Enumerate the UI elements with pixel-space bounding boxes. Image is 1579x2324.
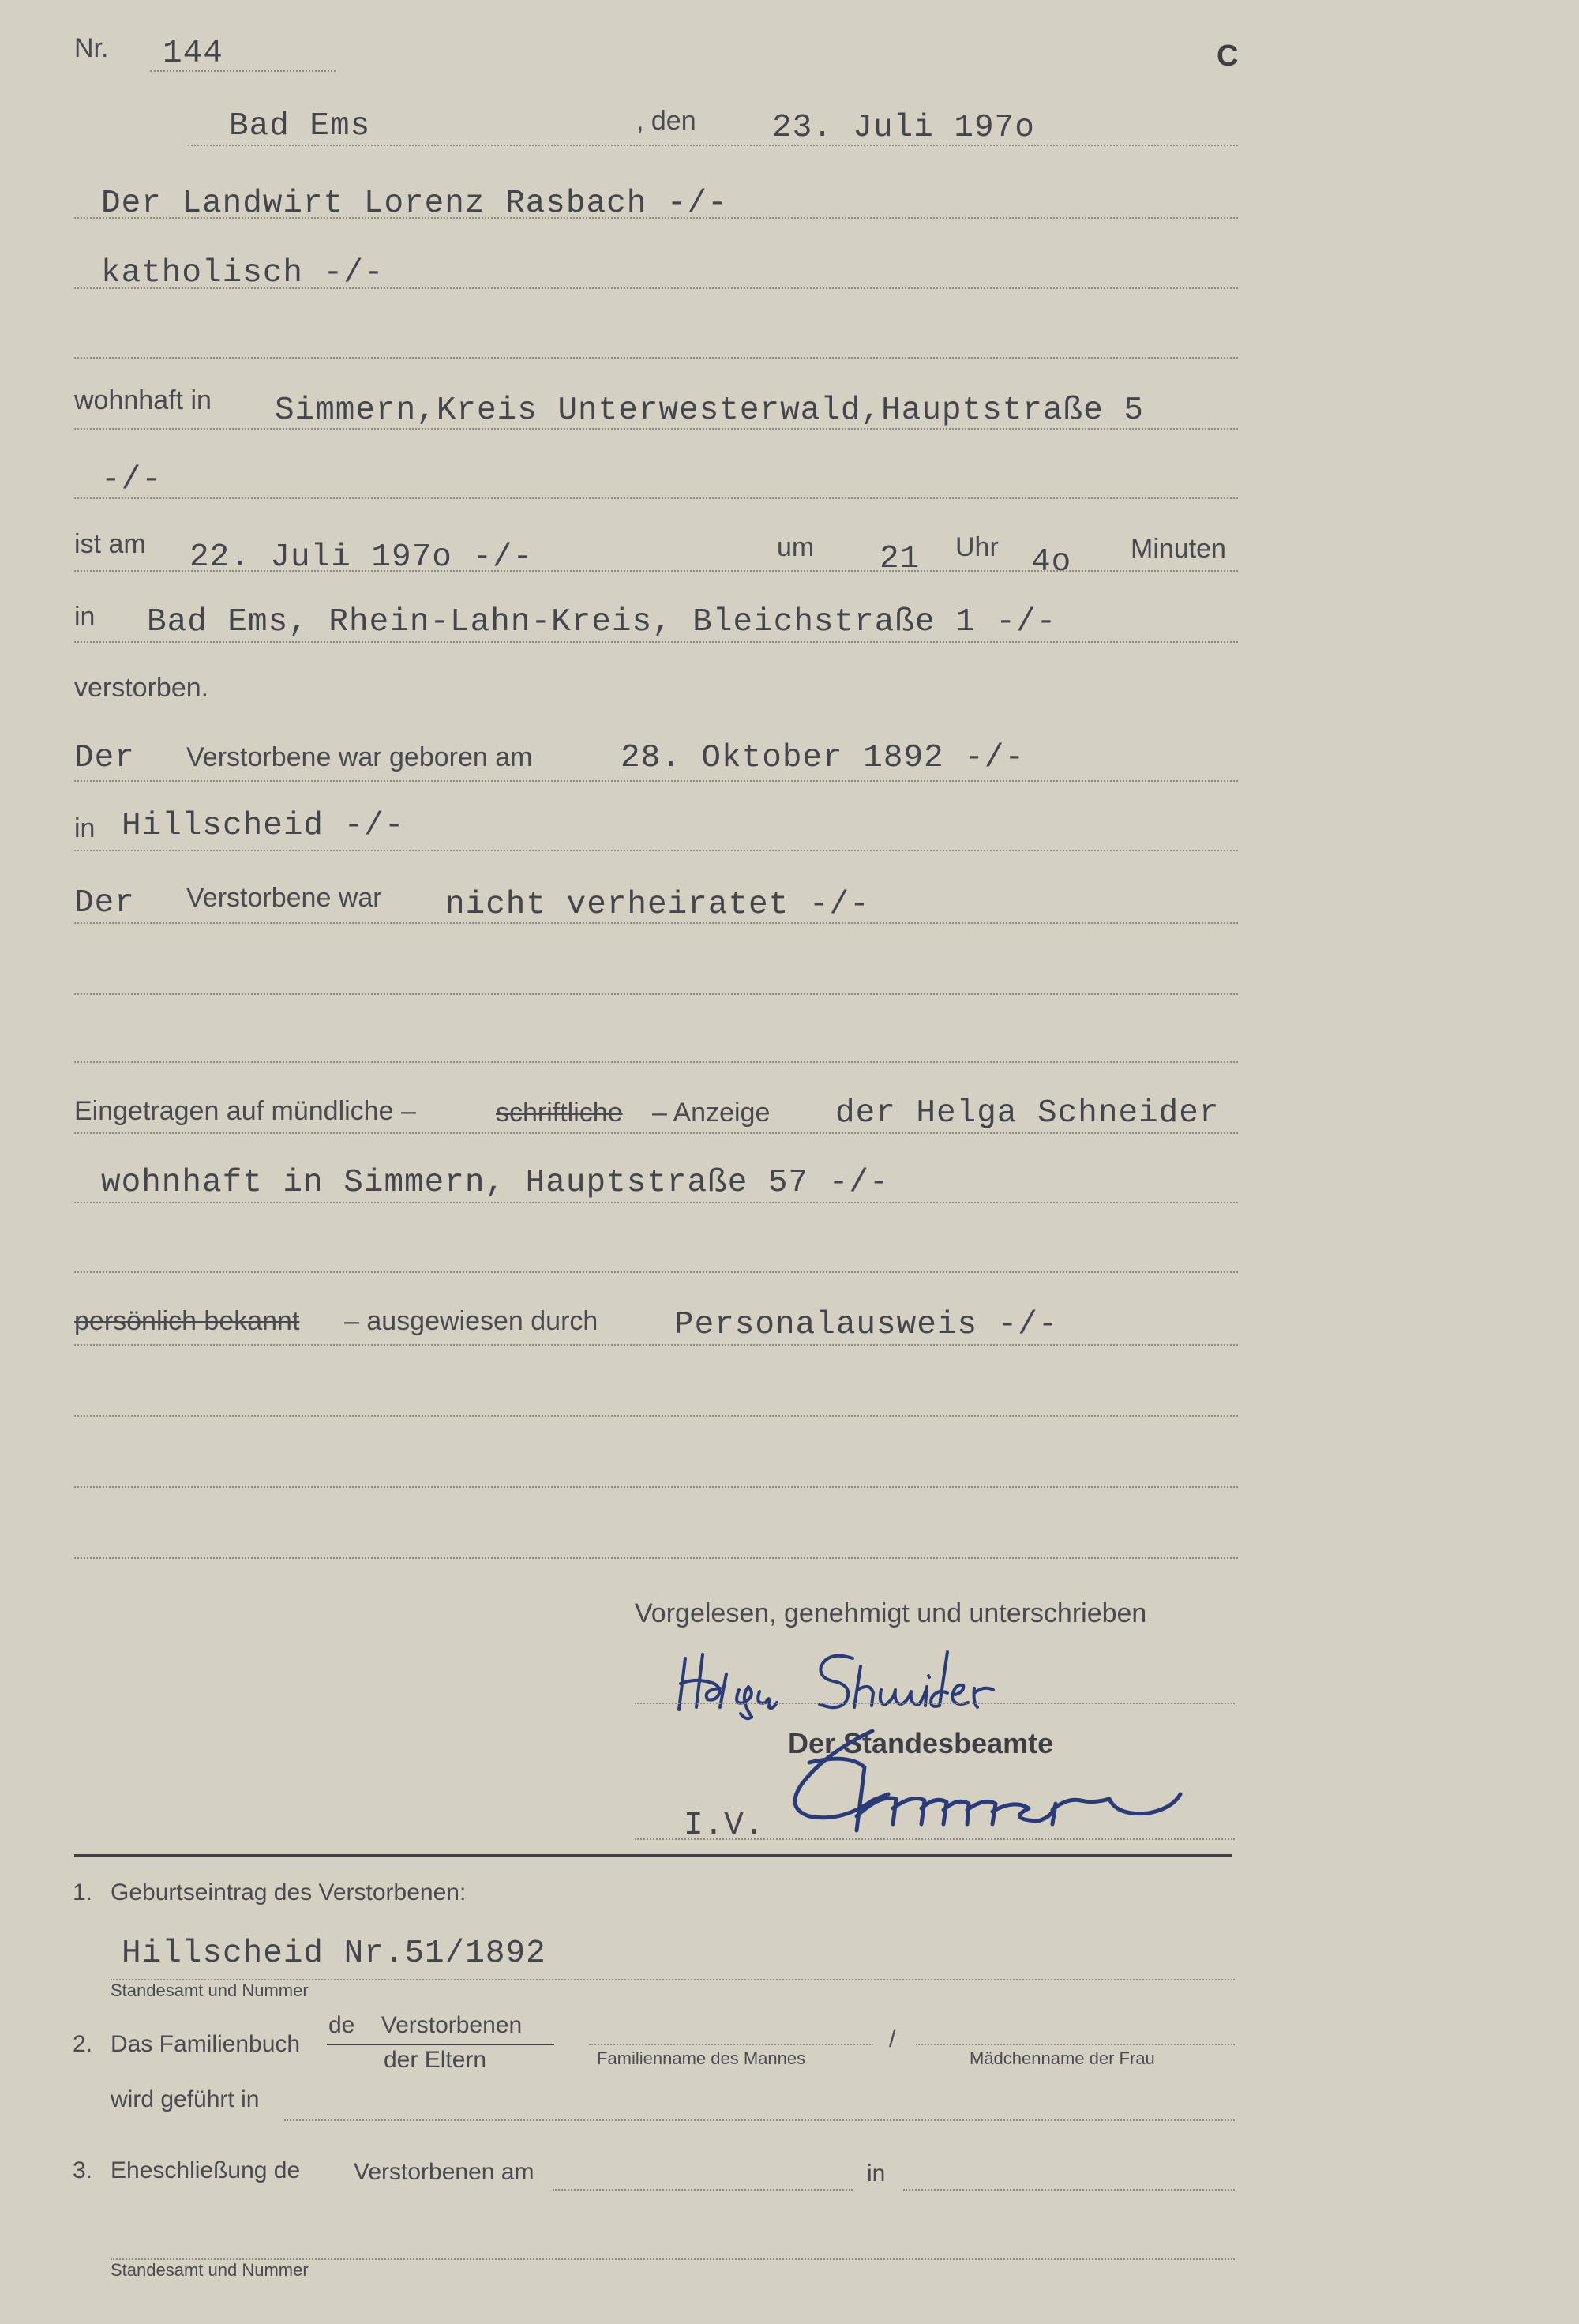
- item2-number: 2.: [73, 2031, 93, 2057]
- minuten-label: Minuten: [1131, 534, 1226, 564]
- death-date: 22. Juli 197o -/-: [189, 539, 534, 576]
- vorgelesen-label: Vorgelesen, genehmigt und unterschrieben: [635, 1598, 1147, 1628]
- fraction-bar: [327, 2044, 554, 2045]
- id-line: [74, 1344, 1238, 1346]
- birth-der: Der: [74, 740, 135, 776]
- blank-line-2: [74, 993, 1238, 995]
- item3-number: 3.: [73, 2157, 93, 2183]
- blank-line-6: [74, 1486, 1238, 1488]
- standesamt-nummer-label-2: Standesamt und Nummer: [111, 2260, 309, 2280]
- item3-in: in: [867, 2161, 886, 2187]
- item2-label: Das Familienbuch: [111, 2031, 301, 2057]
- marital-line: [74, 922, 1238, 924]
- standesamt-nummer-label-1: Standesamt und Nummer: [111, 1980, 309, 2000]
- ist-am-label: ist am: [74, 529, 146, 559]
- death-in-label: in: [74, 602, 96, 632]
- anzeige-label: – Anzeige: [652, 1098, 771, 1128]
- blank-line-7: [74, 1557, 1238, 1559]
- item1-number: 1.: [73, 1879, 93, 1905]
- birth-place: Hillscheid -/-: [122, 808, 405, 844]
- name-slash: /: [889, 2026, 896, 2052]
- blank-line-5: [74, 1415, 1238, 1417]
- birth-label: Verstorbene war geboren am: [186, 742, 533, 772]
- marital-label: Verstorbene war: [186, 883, 382, 913]
- marriage-date-line: [553, 2189, 853, 2191]
- death-place: Bad Ems, Rhein-Lahn-Kreis, Bleichstraße 1 -/-: [147, 604, 1057, 640]
- informant-signature: [671, 1635, 1050, 1721]
- iv-label: I.V.: [684, 1808, 765, 1844]
- form-letter: C: [1217, 39, 1239, 73]
- name-line: [74, 217, 1238, 219]
- death-place-line: [74, 641, 1238, 643]
- um-label: um: [777, 532, 815, 562]
- birth-date-line: [74, 780, 1238, 782]
- informant-name: der Helga Schneider: [835, 1095, 1220, 1132]
- wird-gefuehrt-line: [284, 2119, 1235, 2121]
- entry-number: 144: [163, 36, 223, 72]
- birth-place-line: [74, 850, 1238, 851]
- death-hour: 21: [880, 541, 921, 577]
- informant-line: [74, 1132, 1238, 1134]
- marital-der: Der: [74, 885, 135, 922]
- schriftliche-struck: schriftliche: [496, 1098, 623, 1128]
- birth-entry-ref: Hillscheid Nr.51/1892: [122, 1935, 546, 1972]
- death-time-line: [74, 570, 1238, 572]
- registrar-signature: [778, 1721, 1188, 1848]
- uhr-label: Uhr: [955, 532, 999, 562]
- death-minutes: 4o: [1031, 544, 1072, 580]
- item2-fraction-bottom: der Eltern: [384, 2047, 487, 2073]
- nr-label: Nr.: [74, 33, 109, 63]
- persoenlich-bekannt-struck: persönlich bekannt: [74, 1306, 300, 1336]
- registrar-signature-line: [635, 1838, 1235, 1840]
- item3-verstorbenen-am: Verstorbenen am: [354, 2159, 534, 2185]
- informant-signature-line: [635, 1703, 1235, 1704]
- deceased-religion: katholisch -/-: [101, 255, 384, 291]
- maedchenname-line: [916, 2044, 1235, 2045]
- residence-line-2: [74, 497, 1238, 499]
- standesbeamte-label: Der Standesbeamte: [788, 1727, 1054, 1759]
- residence-line: [74, 428, 1238, 430]
- item2-fraction-top: de Verstorbenen: [328, 2012, 523, 2038]
- marriage-place-line: [903, 2189, 1235, 2191]
- religion-line: [74, 287, 1238, 289]
- deceased-name: Der Landwirt Lorenz Rasbach -/-: [101, 186, 728, 222]
- entry-number-line: [150, 70, 336, 72]
- deceased-residence-cont: -/-: [101, 462, 162, 498]
- id-document: Personalausweis -/-: [674, 1307, 1059, 1343]
- verstorben-label: verstorben.: [74, 673, 209, 703]
- deceased-residence: Simmern,Kreis Unterwesterwald,Hauptstraße 5: [275, 392, 1144, 429]
- blank-line-1: [74, 357, 1238, 359]
- blank-line-4: [74, 1271, 1238, 1273]
- registry-place: Bad Ems: [229, 108, 371, 145]
- eingetragen-label: Eingetragen auf mündliche –: [74, 1096, 416, 1126]
- informant-residence: wohnhaft in Simmern, Hauptstraße 57 -/-: [101, 1165, 890, 1201]
- familienname-mannes-label: Familienname des Mannes: [597, 2048, 806, 2068]
- registry-date: 23. Juli 197o: [772, 110, 1035, 146]
- birth-in-label: in: [74, 813, 96, 843]
- familienname-line: [589, 2044, 873, 2045]
- blank-line-3: [74, 1061, 1238, 1063]
- place-date-line: [188, 145, 1238, 146]
- marital-status: nicht verheiratet -/-: [445, 887, 870, 923]
- birth-date: 28. Oktober 1892 -/-: [621, 740, 1026, 776]
- item1-label: Geburtseintrag des Verstorbenen:: [111, 1879, 467, 1905]
- ausgewiesen-label: – ausgewiesen durch: [344, 1306, 598, 1336]
- residence-label: wohnhaft in: [74, 385, 212, 415]
- informant-residence-line: [74, 1202, 1238, 1203]
- maedchenname-frau-label: Mädchenname der Frau: [970, 2048, 1155, 2068]
- section-divider: [74, 1854, 1232, 1857]
- wird-gefuehrt-label: wird geführt in: [111, 2086, 260, 2112]
- den-label: , den: [636, 106, 696, 136]
- item3-label: Eheschließung de: [111, 2157, 301, 2183]
